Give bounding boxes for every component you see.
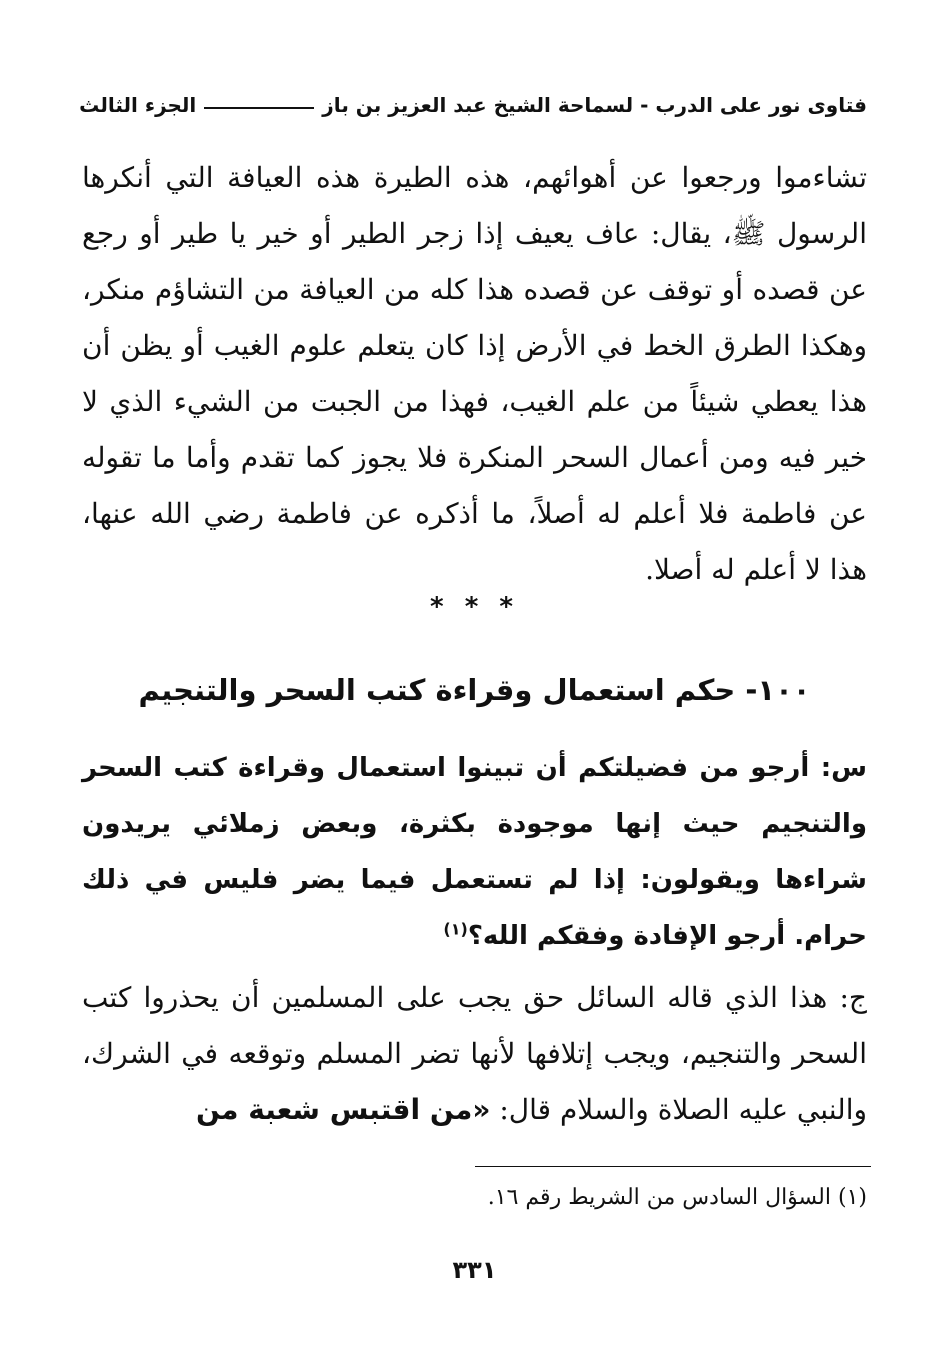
book-title: فتاوى نور على الدرب - لسماحة الشيخ عبد العزيز بن باز	[322, 93, 867, 117]
body-paragraph: تشاءموا ورجعوا عن أهوائهم، هذه الطيرة هذه العيافة التي أنكرها الرسول ﷺ، يقال: عاف يعيف إذا زجر الطير أو خير يا طير أو رجع عن قصده أو توقف عن قصده هذا كله من العيافة من التشاؤم منكر، وهكذا الطرق الخط في الأرض إذا كان يتعلم علوم الغيب أو يظن أن هذا يعطي شيئاً من علم الغيب، فهذا من الجبت من الشيء الذي لا خير فيه ومن أعمال السحر المنكرة فلا يجوز كما تقدم وأما ما تقوله عن فاطمة فلا أعلم له أصلاً، ما أذكره عن فاطمة رضي الله عنها، هذا لا أعلم له أصلا.	[82, 161, 867, 586]
footnote-divider	[475, 1166, 871, 1167]
question-label: س:	[820, 753, 867, 783]
header-rule	[204, 107, 314, 109]
volume-part: الجزء الثالث	[79, 93, 197, 117]
footnote-reference[interactable]: (١)	[443, 919, 468, 939]
answer-text: هذا الذي قاله السائل حق يجب على المسلمين أن يحذروا كتب السحر والتنجيم، ويجب إتلافها لأنها تضر المسلم وتوقعه في الشرك، والنبي عليه الصلاة والسلام قال:	[82, 981, 867, 1126]
section-separator: * * *	[430, 592, 519, 622]
answer-label: ج:	[839, 981, 867, 1014]
question-block	[82, 740, 867, 964]
answer-quote: «من اقتبس شعبة من	[195, 1093, 491, 1126]
page-number: ٣٣١	[452, 1256, 497, 1284]
section-heading: ١٠٠- حكم استعمال وقراءة كتب السحر والتنجيم	[138, 673, 811, 707]
body-paragraph-block	[82, 150, 867, 598]
question-text: أرجو من فضيلتكم أن تبينوا استعمال وقراءة كتب السحر والتنجيم حيث إنها موجودة بكثرة، وبعض زملائي يريدون شراءها ويقولون: إذا لم تستعمل فيما يضر فليس في ذلك حرام. أرجو الإفادة وفقكم الله؟	[82, 753, 867, 951]
footnote: (١) السؤال السادس من الشريط رقم ١٦.	[487, 1185, 867, 1210]
answer-block	[82, 970, 867, 1138]
running-header	[79, 88, 867, 122]
